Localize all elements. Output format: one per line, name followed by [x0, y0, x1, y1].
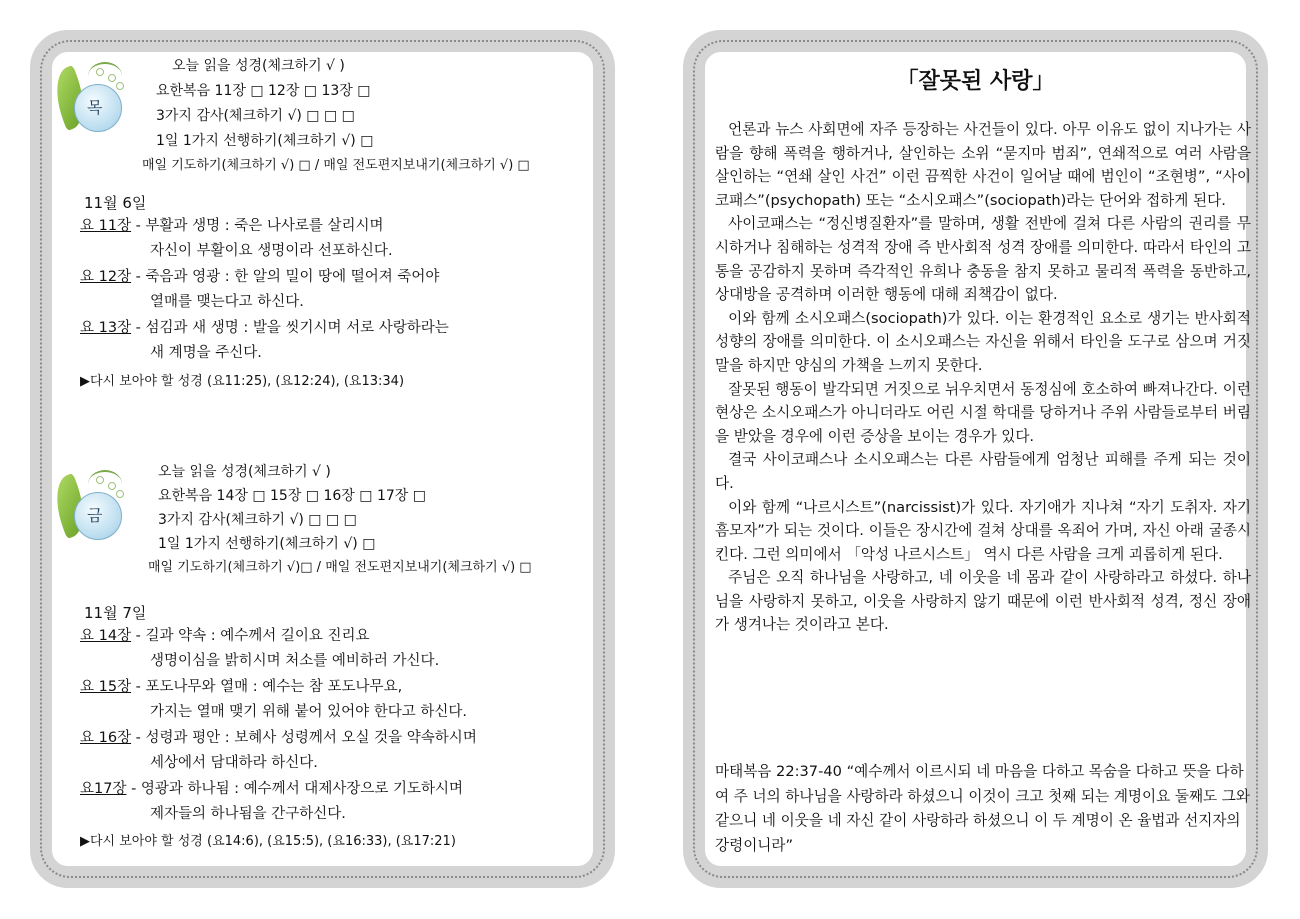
thursday-flower-icon	[54, 62, 128, 136]
day-label: 목	[87, 98, 103, 117]
article-paragraph: 사이코패스는 “정신병질환자”를 말하며, 생활 전반에 걸쳐 다른 사람의 권리를 무시하거나 침해하는 성격적 장애 즉 반사회적 성격 장애를 의미한다. 따라서 타인의 고통을 공감하지 못하며 즉각적인 유희나 충동을 참지 못하고 물리적 폭력을 동반하고, 상대방을 공격하며 이러한 행동에 대해 죄책감이 없다.	[715, 215, 1251, 304]
chapter-row	[80, 624, 370, 649]
chapter-ref: 요 11장	[80, 218, 132, 234]
chapter-summary-cont: 자신이 부활이요 생명이라 선포하신다.	[150, 243, 393, 259]
chapter-row	[80, 777, 463, 802]
article-paragraph: 언론과 뉴스 사회면에 자주 등장하는 사건들이 있다. 아무 이유도 없이 지나가는 사람을 향해 폭력을 행하거나, 살인하는 소위 “묻지마 범죄”, 연쇄적으로 여러 사람을 살인하는 “연쇄 살인 사건” 이런 끔찍한 사건이 일어날 때에 범인이 “조현병”, “사이코패스”(psychopath) 또는 “소시오패스”(sociopath)라는 단어와 접하게 된다.	[715, 121, 1251, 209]
chapter-row	[80, 316, 449, 341]
chapter-summary: - 길과 약속 : 예수께서 길이요 진리요	[131, 628, 370, 644]
chapter-summary-cont: 열매를 맺는다고 하신다.	[150, 294, 304, 310]
chapter-summary-cont: 제자들의 하나됨을 간구하신다.	[150, 806, 346, 822]
chapter-summary: - 영광과 하나됨 : 예수께서 대제사장으로 기도하시며	[126, 781, 463, 797]
chapter-row	[80, 726, 477, 751]
chapter-summary: - 부활과 생명 : 죽은 나사로를 살리시며	[131, 218, 384, 234]
right-page	[683, 30, 1268, 888]
article-paragraph: 잘못된 행동이 발각되면 거짓으로 뉘우치면서 동정심에 호소하여 빠져나간다. 이런 현상은 소시오패스가 아니더라도 어린 시절 학대를 당하거나 주위 사람들로부터 버림을 받았을 경우에 이런 증상을 보이는 경우가 있다.	[715, 380, 1251, 445]
chapter-row	[80, 214, 384, 239]
chapter-ref: 요 14장	[80, 628, 132, 644]
chapter-ref: 요 15장	[80, 679, 132, 695]
article-paragraph: 주님은 오직 하나님을 사랑하고, 네 이웃을 네 몸과 같이 사랑하라고 하셨다. 하나님을 사랑하지 못하고, 이웃을 사랑하지 않기 때문에 이런 반사회적 성격, 정신 장애가 생겨나는 것이라고 본다.	[715, 569, 1251, 634]
review-verses: ▶다시 보아야 할 성경 (요11:25), (요12:24), (요13:34)	[80, 374, 405, 389]
chapter-ref: 요 12장	[80, 269, 132, 285]
chapter-summary: - 죽음과 영광 : 한 알의 밀이 땅에 떨어져 죽어야	[131, 269, 440, 285]
chapter-summary-cont: 세상에서 담대하라 하신다.	[150, 755, 318, 771]
left-page	[30, 30, 615, 888]
chapter-summary: - 성령과 평안 : 보혜사 성령께서 오실 것을 약속하시며	[131, 730, 477, 746]
chapter-row	[80, 675, 402, 700]
day-label: 금	[87, 506, 103, 525]
chapter-ref: 요 13장	[80, 320, 132, 336]
article-paragraph: 이와 함께 “나르시스트”(narcissist)가 있다. 자기애가 지나쳐 “자기 도취자. 자기 흠모자”가 되는 것이다. 이들은 장시간에 걸쳐 상대를 옥죄어 가며, 자신 아래 굴종시킨다. 그런 의미에서 「악성 나르시스트」 역시 다른 사람을 크게 괴롭히게 된다.	[715, 498, 1251, 563]
scripture-reference: 마태복음 22:37-40	[715, 763, 842, 780]
chapter-row	[80, 265, 439, 290]
check-line[interactable]: 요한복음 14장 □ 15장 □ 16장 □ 17장 □	[158, 488, 426, 504]
chapter-summary: - 포도나무와 열매 : 예수는 참 포도나무요,	[131, 679, 403, 695]
check-line[interactable]: 1일 1가지 선행하기(체크하기 √) □	[156, 133, 374, 149]
reading-date: 11월 6일	[84, 194, 147, 212]
article-body	[715, 118, 1251, 637]
reading-date: 11월 7일	[84, 604, 147, 622]
article-paragraph: 결국 사이코패스나 소시오패스는 다른 사람들에게 엄청난 피해를 주게 되는 것이다.	[715, 451, 1251, 492]
chapter-ref: 요17장	[80, 781, 127, 797]
scripture-quote	[715, 760, 1251, 858]
check-line[interactable]: 매일 기도하기(체크하기 √)□ / 매일 전도편지보내기(체크하기 √) □	[148, 560, 532, 575]
chapter-summary-cont: 가지는 열매 맺기 위해 붙어 있어야 한다고 하신다.	[150, 704, 468, 720]
check-line[interactable]: 3가지 감사(체크하기 √) □ □ □	[156, 108, 355, 124]
article-title: 「잘못된 사랑」	[896, 69, 1055, 94]
check-line[interactable]: 3가지 감사(체크하기 √) □ □ □	[158, 512, 357, 528]
chapter-summary: - 섬김과 새 생명 : 발을 씻기시며 서로 사랑하라는	[131, 320, 449, 336]
chapter-ref: 요 16장	[80, 730, 132, 746]
article-paragraph: 이와 함께 소시오패스(sociopath)가 있다. 이는 환경적인 요소로 생기는 반사회적 성향의 장애를 의미한다. 이 소시오패스는 자신을 위해서 타인을 도구로 삼으며 거짓말을 하지만 양심의 가책을 느끼지 못한다.	[715, 309, 1251, 374]
check-line: 오늘 읽을 성경(체크하기 √ )	[158, 464, 331, 480]
check-line: 오늘 읽을 성경(체크하기 √ )	[172, 58, 345, 74]
scripture-text: “예수께서 이르시되 네 마음을 다하고 목숨을 다하고 뜻을 다하여 주 너의 하나님을 사랑하라 하셨으니 이것이 크고 첫째 되는 계명이요 둘째도 그와 같으니 네 이웃을 네 자신 같이 사랑하라 하셨으니 이 두 계명이 온 율법과 선지자의 강령이니라”	[715, 763, 1250, 854]
chapter-summary-cont: 새 계명을 주신다.	[150, 345, 262, 361]
check-line[interactable]: 1일 1가지 선행하기(체크하기 √) □	[158, 536, 376, 552]
check-line[interactable]: 요한복음 11장 □ 12장 □ 13장 □	[156, 83, 371, 99]
friday-flower-icon	[54, 470, 128, 544]
chapter-summary-cont: 생명이심을 밝히시며 처소를 예비하러 가신다.	[150, 653, 440, 669]
review-verses: ▶다시 보아야 할 성경 (요14:6), (요15:5), (요16:33), (요17:21)	[80, 834, 456, 849]
check-line[interactable]: 매일 기도하기(체크하기 √) □ / 매일 전도편지보내기(체크하기 √) □	[142, 158, 530, 173]
